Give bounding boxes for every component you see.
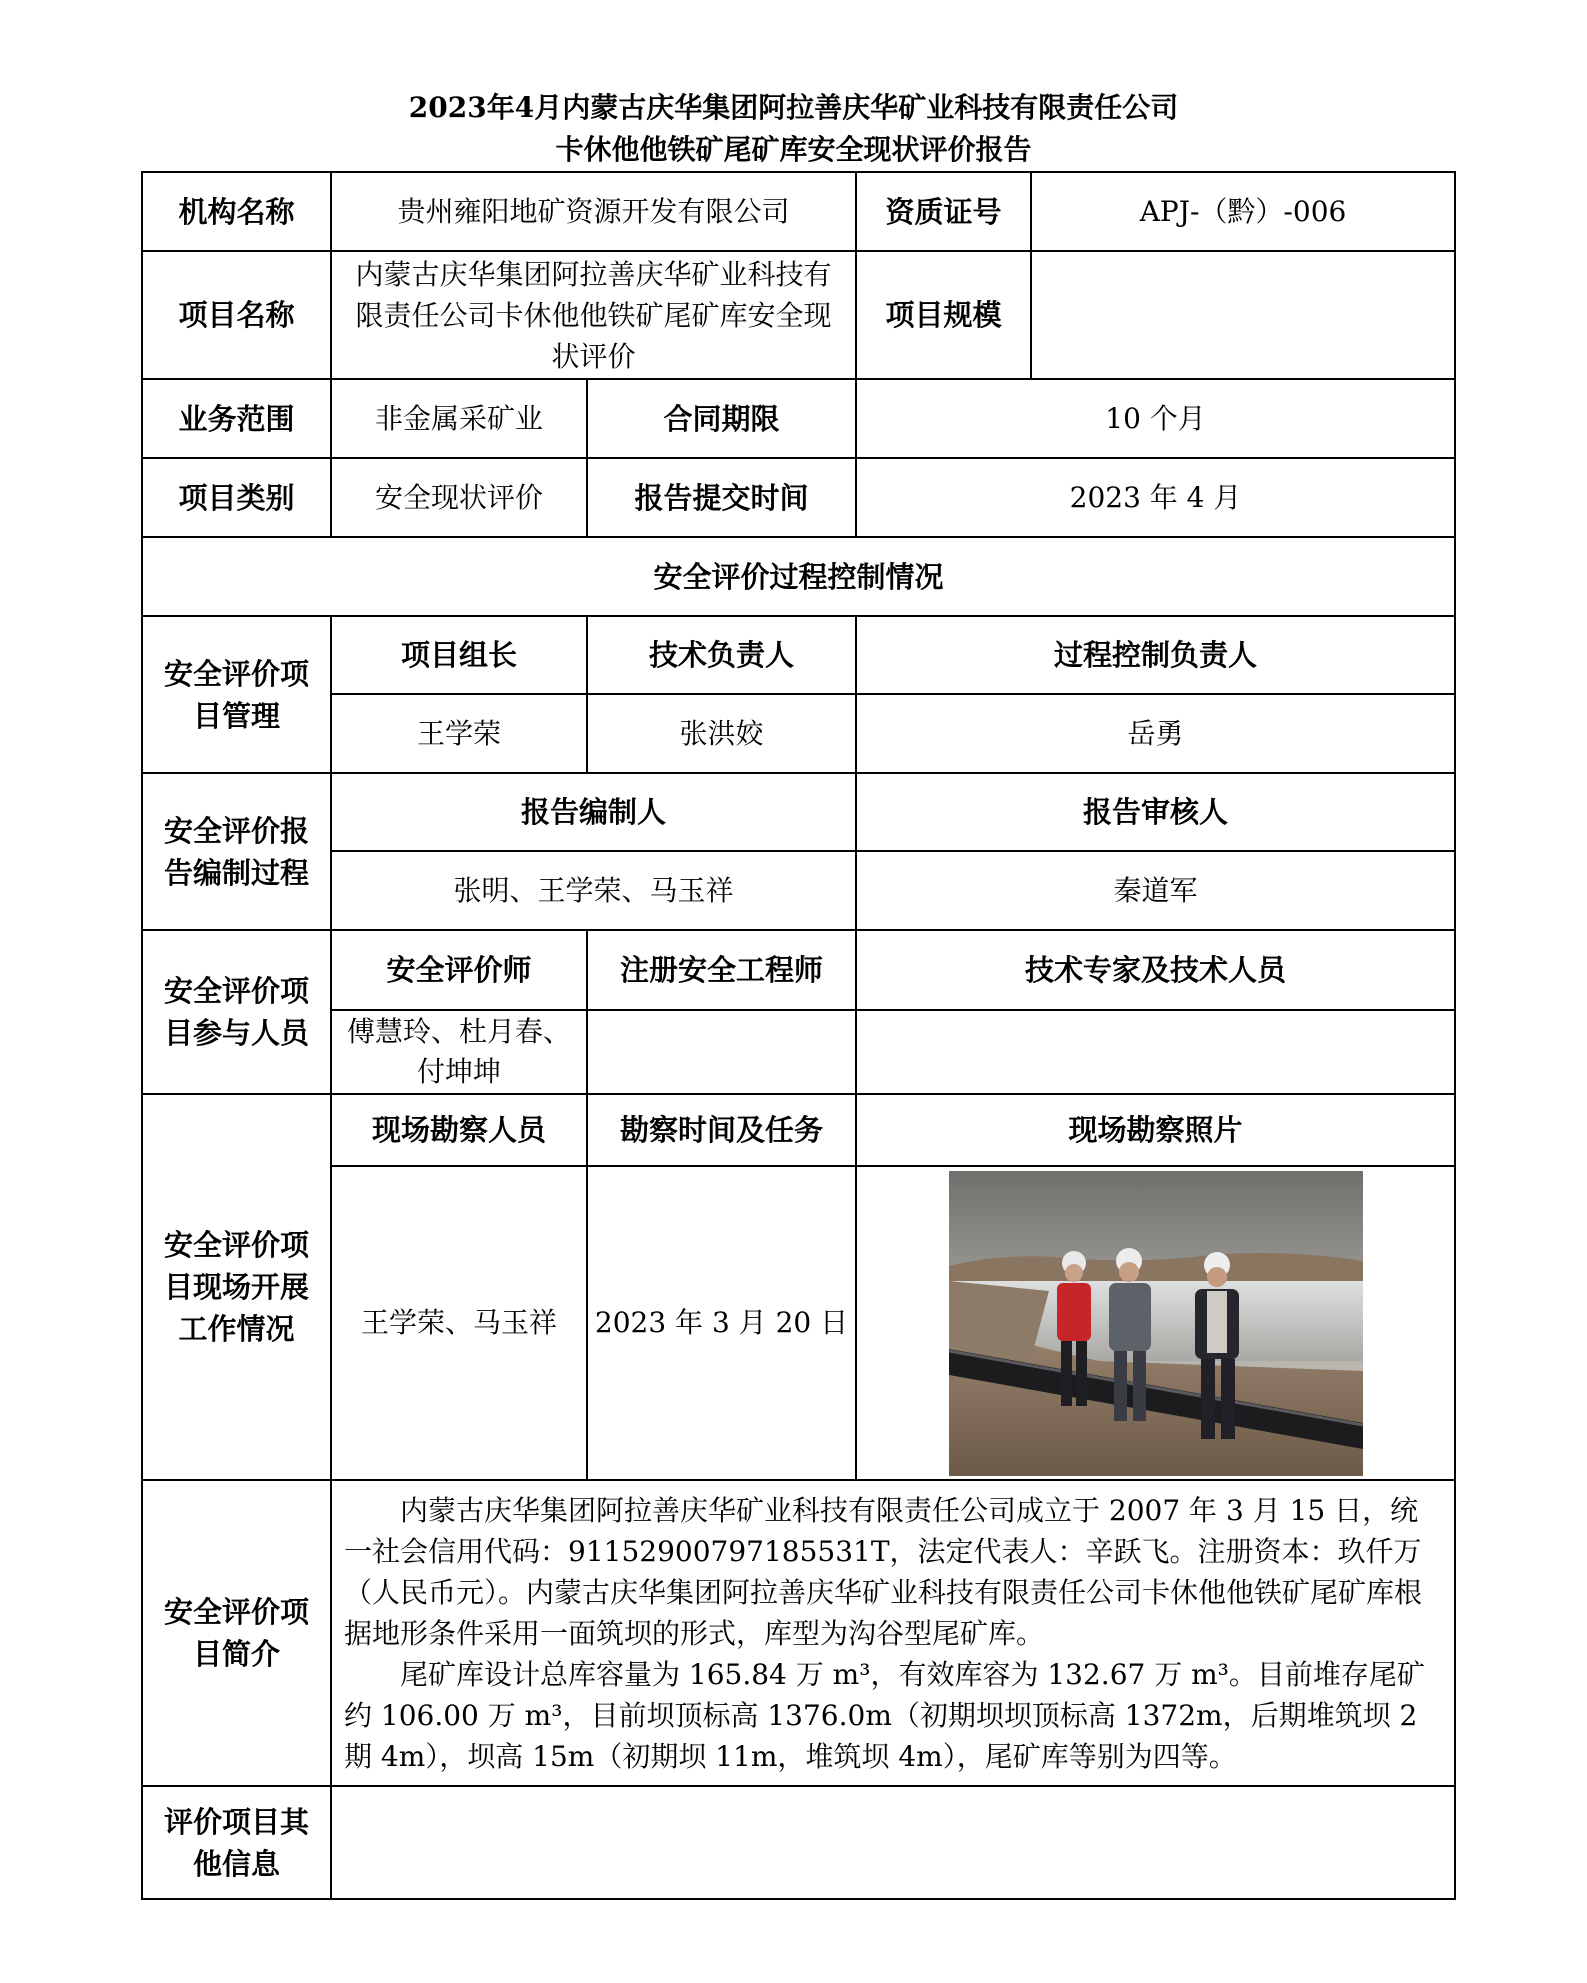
org-label: 机构名称 (142, 172, 331, 251)
survey-time-label: 勘察时间及任务 (587, 1094, 856, 1166)
scale-label: 项目规模 (856, 251, 1031, 379)
scope-label: 业务范围 (142, 379, 331, 458)
cert-label: 资质证号 (856, 172, 1031, 251)
category-value: 安全现状评价 (331, 458, 587, 537)
scale-value (1031, 251, 1455, 379)
other-value (331, 1786, 1455, 1899)
site-label: 安全评价项目现场开展工作情况 (142, 1094, 331, 1480)
report-title-line1: 2023年4月内蒙古庆华集团阿拉善庆华矿业科技有限责任公司 (408, 91, 1179, 124)
compiler-label: 报告编制人 (331, 773, 856, 851)
section-title: 安全评价过程控制情况 (142, 537, 1455, 616)
ctrl-value: 岳勇 (856, 694, 1455, 773)
report-title-line2: 卡休他他铁矿尾矿库安全现状评价报告 (555, 133, 1032, 166)
photo-label: 现场勘察照片 (856, 1094, 1455, 1166)
tech-value: 张洪姣 (587, 694, 856, 773)
intro-text (331, 1480, 1455, 1786)
engineer-label: 注册安全工程师 (587, 930, 856, 1010)
evaluator-value: 傅慧玲、杜月春、付坤坤 (331, 1010, 587, 1094)
reviewer-label: 报告审核人 (856, 773, 1455, 851)
compiler-value: 张明、王学荣、马玉祥 (331, 851, 856, 930)
expert-label: 技术专家及技术人员 (856, 930, 1455, 1010)
category-label: 项目类别 (142, 458, 331, 537)
scope-value: 非金属采矿业 (331, 379, 587, 458)
mgmt-label: 安全评价项目管理 (142, 616, 331, 773)
intro-paragraph-1: 内蒙古庆华集团阿拉善庆华矿业科技有限责任公司成立于 2007 年 3 月 15 日，统一社会信用代码：91152900797185531T，法定代表人：辛跃飞。注册资本：玖仟万（人民币元）。内蒙古庆华集团阿拉善庆华矿业科技有限责任公司卡休他他铁矿尾矿库根据地形条件采用一面筑坝的形式，库型为沟谷型尾矿库。 (344, 1493, 1423, 1650)
other-label: 评价项目其他信息 (142, 1786, 331, 1899)
cert-value: APJ-（黔）-006 (1031, 172, 1455, 251)
engineer-value (587, 1010, 856, 1094)
leader-label: 项目组长 (331, 616, 587, 694)
leader-value: 王学荣 (331, 694, 587, 773)
intro-label: 安全评价项目简介 (142, 1480, 331, 1786)
surveyor-label: 现场勘察人员 (331, 1094, 587, 1166)
site-survey-photo (949, 1171, 1363, 1476)
project-value: 内蒙古庆华集团阿拉善庆华矿业科技有限责任公司卡休他他铁矿尾矿库安全现状评价 (331, 251, 856, 379)
photo-cell (856, 1166, 1455, 1480)
tech-label: 技术负责人 (587, 616, 856, 694)
surveyor-value: 王学荣、马玉祥 (331, 1166, 587, 1480)
reviewer-value: 秦道军 (856, 851, 1455, 930)
submit-label: 报告提交时间 (587, 458, 856, 537)
project-label: 项目名称 (142, 251, 331, 379)
survey-time-value: 2023 年 3 月 20 日 (587, 1166, 856, 1480)
report-label: 安全评价报告编制过程 (142, 773, 331, 930)
intro-paragraph-2: 尾矿库设计总库容量为 165.84 万 m³，有效库容为 132.67 万 m³。目前堆存尾矿约 106.00 万 m³，目前坝顶标高 1376.0m（初期坝坝顶标高 1372m，后期堆筑坝 2 期 4m），坝高 15m（初期坝 11m，堆筑坝 4m），尾矿库等别为四等。 (344, 1657, 1425, 1773)
submit-value: 2023 年 4 月 (856, 458, 1455, 537)
evaluator-label: 安全评价师 (331, 930, 587, 1010)
org-value: 贵州雍阳地矿资源开发有限公司 (331, 172, 856, 251)
contract-value: 10 个月 (856, 379, 1455, 458)
expert-value (856, 1010, 1455, 1094)
report-table (141, 171, 1456, 1900)
staff-label: 安全评价项目参与人员 (142, 930, 331, 1094)
contract-label: 合同期限 (587, 379, 856, 458)
ctrl-label: 过程控制负责人 (856, 616, 1455, 694)
